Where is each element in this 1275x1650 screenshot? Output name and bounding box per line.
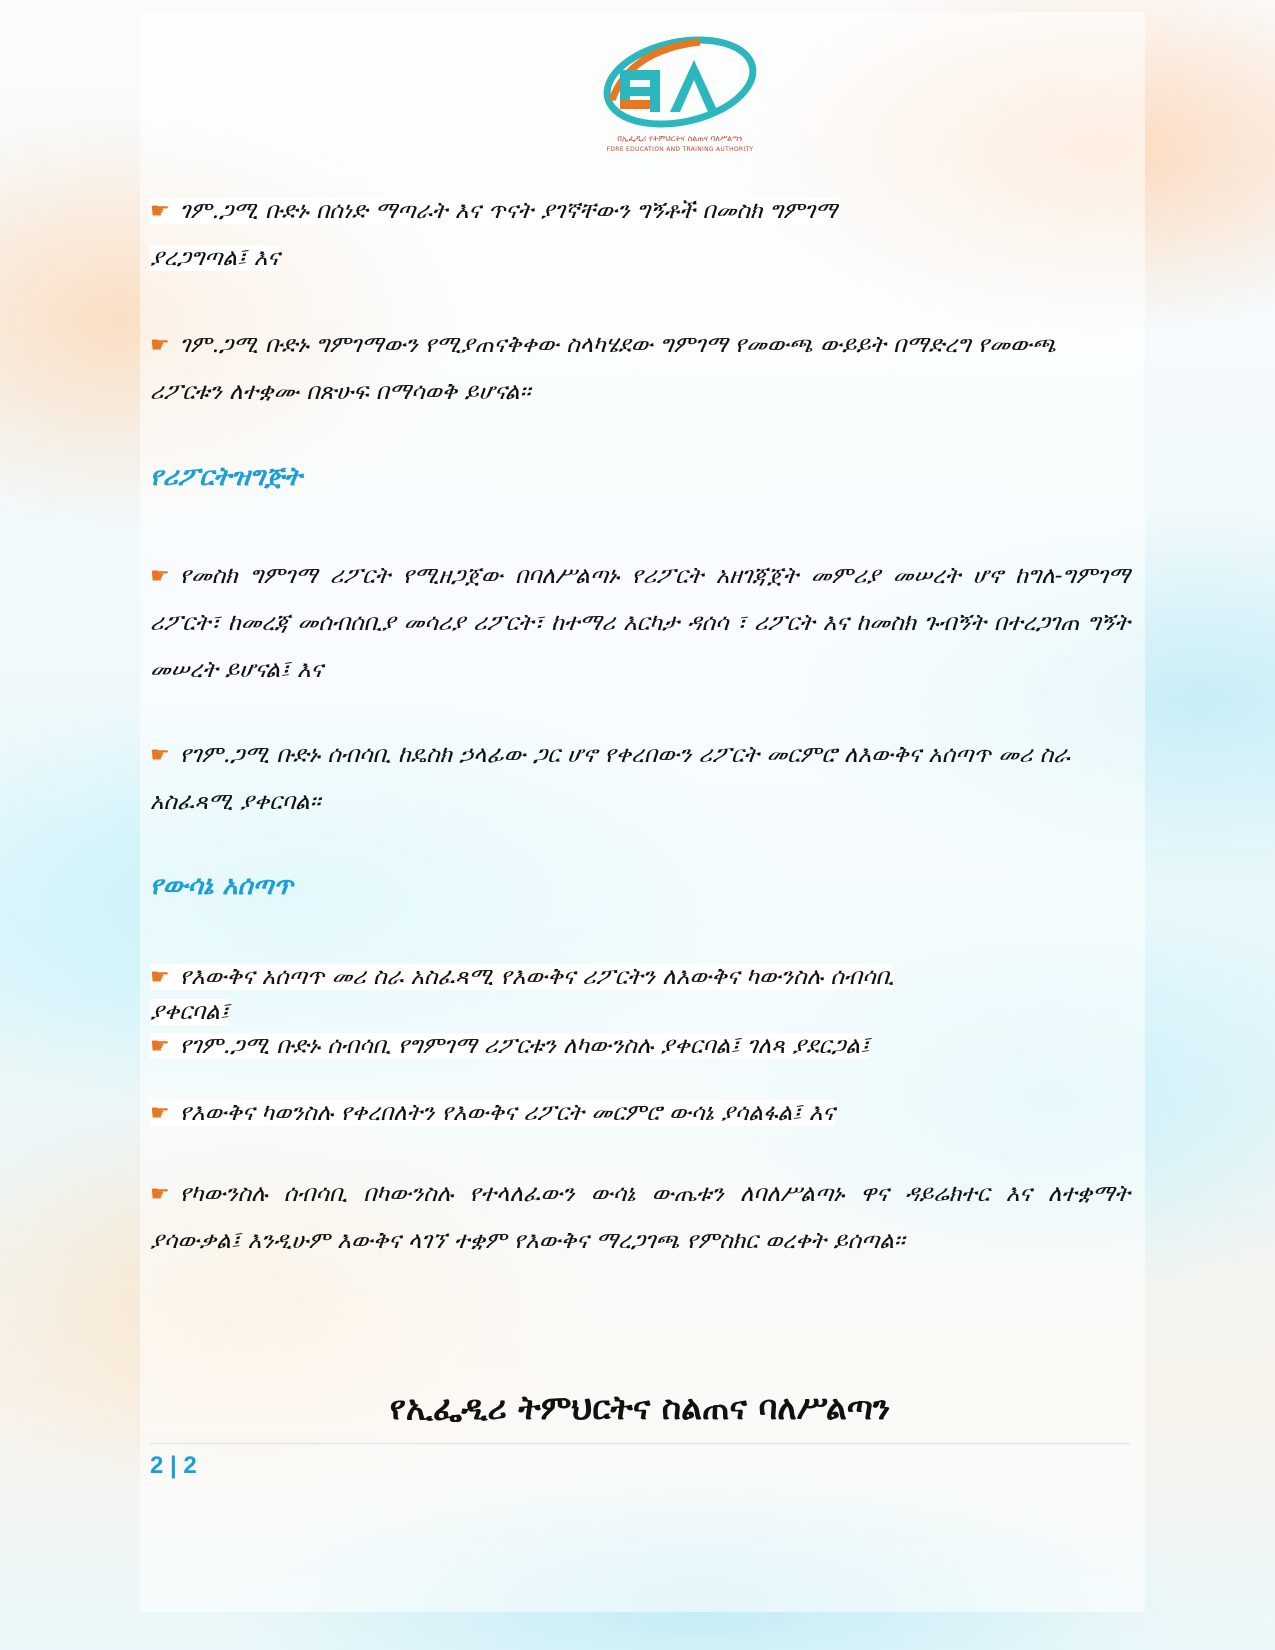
paragraph-text: የገም.ጋሚ ቡድኑ ሰብሳቢ የግምገማ ሪፖርቱን ለካውንስሉ ያቀርባል፤ ገለጻ ያደርጋል፤ bbox=[179, 1033, 870, 1059]
paragraph-text: ገም.ጋሚ ቡድኑ በሰነድ ማጣራት እና ጥናት ያገኛቸውን ግኝቶች በመስክ ግምገማ bbox=[179, 198, 838, 224]
paragraph-text: ገም.ጋሚ ቡድኑ ግምገማውን የሚያጠናቅቀው ስላካሄደው ግምገማ የመውጫ ውይይት በማድረግ የመውጫ ሪፖርቱን ለተቋሙ በጽሁፍ በማሳወቅ ይሆናል፡፡ bbox=[150, 332, 1056, 405]
bullet-paragraph bbox=[150, 1093, 1130, 1134]
bullet-paragraph bbox=[150, 322, 1130, 416]
paragraph-text: ያረጋግጣል፤ እና bbox=[150, 245, 280, 271]
section-heading: የውሳኔ አሰጣጥ bbox=[150, 871, 294, 901]
paragraph-text: የእውቅና ካወንስሉ የቀረበለትን የእውቅና ሪፖርት መርምሮ ውሳኔ ያሳልፋል፤ እና bbox=[179, 1100, 835, 1126]
pointing-hand-icon: ☛ bbox=[150, 1101, 170, 1126]
eta-logo-mark bbox=[590, 30, 770, 134]
paragraph-text: የገም.ጋሚ ቡድኑ ሰብሳቢ ከዴስክ ኃላፊው ጋር ሆኖ የቀረበውን ሪፖርት መርምሮ ለእውቅና አሰጣጥ መሪ ስራ አስፈጻሚ ያቀርባል። bbox=[150, 742, 1070, 815]
bullet-paragraph bbox=[150, 732, 1130, 826]
paragraph-text: የካውንስሉ ሰብሳቢ በካውንስሉ የተላለፈውን ውሳኔ ውጤቱን ለባለሥልጣኑ ዋና ዳይሬክተር እና ለተቋማት ያሳውቃል፤ እንዲሁም እውቅና ላገኘ ተቋም የእውቅና ማረጋገጫ የምስክር ወረቀት ይሰጣል፡፡ bbox=[150, 1181, 1130, 1254]
section-heading: የሪፖርትዝግጅት bbox=[150, 462, 302, 492]
pointing-hand-icon: ☛ bbox=[150, 743, 170, 768]
bullet-paragraph bbox=[150, 553, 1130, 694]
paragraph-text: ያቀርባል፤ bbox=[150, 999, 230, 1025]
logo-amharic-text: በኢፌዲሪ የትምህርትና ስልጠና ባለሥልጣን bbox=[617, 134, 743, 143]
paragraph-text: የመስክ ግምገማ ሪፖርት የሚዘጋጀው በባለሥልጣኑ የሪፖርት አዘገጃጀት መምሪያ መሠረት ሆኖ ከግለ-ግምገማ ሪፖርት፣ ከመረጃ መሰብሰቢያ መሳሪያ ሪፖርት፣ ከተማሪ እርካታ ዳሰሳ ፣ ሪፖርት እና ከመስክ ጉብኝት በተረጋገጠ ግኝት መሠረት ይሆናል፤ እና bbox=[150, 563, 1130, 683]
bullet-paragraph bbox=[150, 960, 1130, 1029]
bullet-paragraph bbox=[150, 188, 1130, 282]
bullet-paragraph bbox=[150, 1171, 1130, 1265]
pointing-hand-icon: ☛ bbox=[150, 199, 170, 224]
logo-english-text: FDRE EDUCATION AND TRAINING AUTHORITY bbox=[606, 146, 754, 153]
footer-authority-title: የኢፌዲሪ ትምህርትና ስልጠና ባለሥልጣን bbox=[389, 1388, 891, 1427]
paragraph-text: የእውቅና አሰጣጥ መሪ ስራ አስፈጻሚ የእውቅና ሪፖርትን ለእውቅና ካውንስሉ ሰብሳቢ bbox=[179, 964, 894, 990]
pointing-hand-icon: ☛ bbox=[150, 564, 170, 589]
pointing-hand-icon: ☛ bbox=[150, 1182, 170, 1207]
pointing-hand-icon: ☛ bbox=[150, 1034, 170, 1059]
page-number: 2 | 2 bbox=[150, 1452, 197, 1479]
bullet-paragraph bbox=[150, 1026, 1130, 1067]
pointing-hand-icon: ☛ bbox=[150, 965, 170, 990]
pointing-hand-icon: ☛ bbox=[150, 333, 170, 358]
eta-logo bbox=[590, 30, 770, 160]
footer-divider bbox=[150, 1443, 1130, 1444]
